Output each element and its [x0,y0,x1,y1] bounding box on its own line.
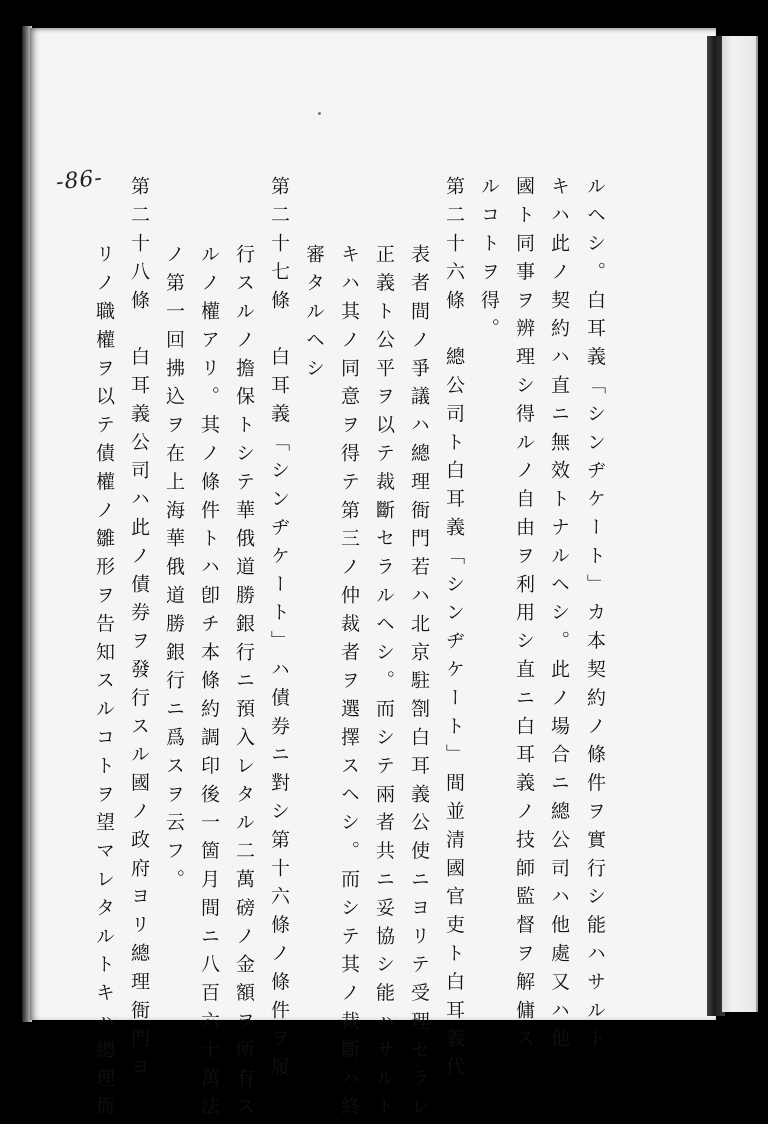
paper-speck [318,112,321,115]
text-column: ルノ權アリ。其ノ條件トハ卽チ本條約調印後一箇月間ニ八百六十萬法 [198,244,220,1124]
text-column: リノ職權ヲ以テ債權ノ雛形ヲ告知スルコトヲ望マレタルトキハ總理衙 [93,244,115,1124]
page-number: -86- [54,165,105,196]
text-column: 審タルヘシ [303,244,325,386]
text-column: ルコトヲ得。 [478,176,500,347]
text-column: 正義ト公平ヲ以テ裁斷セラルヘシ。而シテ兩者共ニ妥協シ能ハサルト [373,244,395,1124]
text-column: ルヘシ。白耳義「シンヂケート」カ本契約ノ條件ヲ實行シ能ハサルト [584,176,606,1057]
article-28: 第二十八條 白耳義公司ハ此ノ債券ヲ發行スル國ノ政府ヨリ總理衙門ヨ [128,176,150,1085]
text-column: ノ第一回拂込ヲ在上海華俄道勝銀行ニ爲スヲ云フ。 [163,244,185,898]
article-27: 第二十七條 白耳義「シンヂケート」ハ債券ニ對シ第十六條ノ條件ヲ履 [268,176,290,1085]
text-column: キハ其ノ同意ヲ得テ第三ノ仲裁者ヲ選擇スヘシ。而シテ其ノ裁斷ハ終 [338,244,360,1124]
text-column: 表者間ノ爭議ハ總理衙門若ハ北京駐劄白耳義公使ニヨリテ受理セラレ [408,244,430,1124]
next-page-edge [722,36,758,1012]
text-column: 國ト同事ヲ辨理シ得ルノ自由ヲ利用シ直ニ白耳義ノ技師監督ヲ解傭ス [513,176,535,1057]
article-26: 第二十六條 總公司ト白耳義「シンヂケート」間並清國官吏ト白耳義代 [443,176,465,1085]
text-column: 行スルノ擔保トシテ華俄道勝銀行ニ預入レタル二萬磅ノ金額ヲ所有ス [233,244,255,1124]
text-column: キハ此ノ契約ハ直ニ無效トナルヘシ。此ノ場合ニ總公司ハ他處又ハ他 [548,176,570,1057]
